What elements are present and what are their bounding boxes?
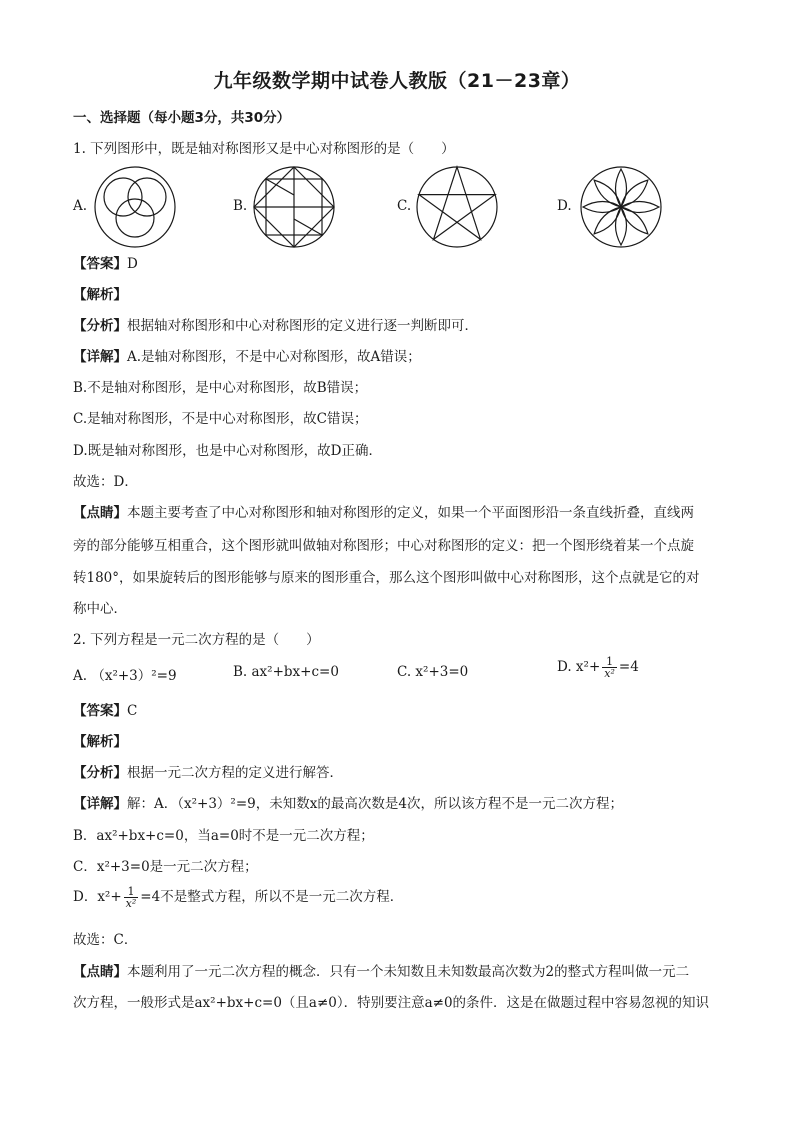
fenxi-tag: 【分析】 [73,318,127,334]
q1-xiangjie-c: C.是轴对称图形，不是中心对称图形，故C错误； [73,411,368,427]
q1-option-c-letter: C. [397,198,412,214]
q2-answer [73,701,137,721]
q2-xiangjie-b: B．ax²+bx+c=0，当a=0时不是一元二次方程； [73,828,374,844]
fraction-denominator: x² [604,667,615,680]
fraction [602,656,617,679]
q1-dianjing-3: 转180°，如果旋转后的图形能够与原来的图形重合，那么这个图形叫做中心对称图形，这个点就是它的对 [73,570,700,586]
three-circles-icon [92,164,178,250]
xiangjie-text: A.是轴对称图形，不是中心对称图形，故A错误； [127,349,421,365]
q2-option-d-suffix: =4 [618,659,639,675]
page-title: 九年级数学期中试卷人教版（21－23章） [213,70,581,92]
fraction-numerator: 1 [124,886,139,898]
q2-option-d-prefix: D. x²+ [557,659,601,675]
xiangjie-d-suffix: =4不是整式方程，所以不是一元二次方程． [140,889,404,905]
star-in-circle-icon [414,164,500,250]
q2-xiangjie-d [73,886,403,909]
fenxi-tag: 【分析】 [73,765,127,781]
answer-value: C [127,703,138,719]
xiangjie-tag: 【详解】 [73,796,127,812]
q1-dianjing-4: 称中心． [73,601,127,617]
q2-option-a: A. （x²+3）²=9 [73,668,177,684]
pinwheel-squares-icon [251,164,337,250]
fraction-numerator: 1 [602,656,617,668]
q1-dianjing-1 [73,503,694,523]
q1-choice: 故选：D． [73,474,138,490]
q1-option-a-letter: A. [73,198,88,214]
q2-fenxi [73,763,343,783]
dianjing-tag: 【点睛】 [73,964,127,980]
q1-option-b-letter: B. [233,198,248,214]
q1-dianjing-2: 旁的部分能够互相重合，这个图形就叫做轴对称图形；中心对称图形的定义：把一个图形绕着某一个点旋 [73,538,694,554]
fenxi-text: 根据一元二次方程的定义进行解答． [127,765,343,781]
q2-dianjing-2: 次方程，一般形式是ax²+bx+c=0（且a≠0）．特别要注意a≠0的条件．这是在做题过程中容易忽视的知识 [73,995,710,1011]
answer-value: D [127,256,138,272]
q2-stem: 2. 下列方程是一元二次方程的是（ ） [73,632,320,648]
fenxi-text: 根据轴对称图形和中心对称图形的定义进行逐一判断即可． [127,318,478,334]
dianjing-tag: 【点睛】 [73,505,127,521]
fraction [124,886,139,909]
xiangjie-tag: 【详解】 [73,349,127,365]
q1-stem: 1. 下列图形中，既是轴对称图形又是中心对称图形的是（ ） [73,141,455,157]
section-heading: 一、选择题（每小题3分，共30分） [73,110,291,126]
q1-xiangjie-d: D.既是轴对称图形，也是中心对称图形，故D正确． [73,443,382,459]
q1-fenxi [73,316,478,336]
answer-tag: 【答案】 [73,256,127,272]
dianjing-text: 本题主要考查了中心对称图形和轴对称图形的定义，如果一个平面图形沿一条直线折叠，直线两 [127,505,694,521]
q2-option-c: C. x²+3=0 [397,664,469,680]
q2-option-b: B. ax²+bx+c=0 [233,664,339,680]
q2-choice: 故选：C． [73,932,138,948]
q1-xiangjie-b: B.不是轴对称图形，是中心对称图形，故B错误； [73,380,368,396]
q1-analysis-tag: 【解析】 [73,287,127,303]
q1-xiangjie-a [73,347,421,367]
fraction-denominator: x² [125,897,137,910]
q2-option-d [557,656,639,679]
dianjing-text: 本题利用了一元二次方程的概念．只有一个未知数且未知数最高次数为2的整式方程叫做一元二 [127,964,690,980]
flower-petals-icon [578,164,664,250]
q2-analysis-tag: 【解析】 [73,734,127,750]
q1-answer [73,254,138,274]
q2-xiangjie-a [73,794,623,814]
q1-option-d-letter: D. [557,198,572,214]
xiangjie-d-prefix: D．x²+ [73,889,122,905]
q2-dianjing-1 [73,962,689,982]
q2-xiangjie-c: C．x²+3=0是一元二次方程； [73,859,258,875]
xiangjie-text: 解：A．（x²+3）²=9，未知数x的最高次数是4次，所以该方程不是一元二次方程； [127,796,623,812]
answer-tag: 【答案】 [73,703,127,719]
